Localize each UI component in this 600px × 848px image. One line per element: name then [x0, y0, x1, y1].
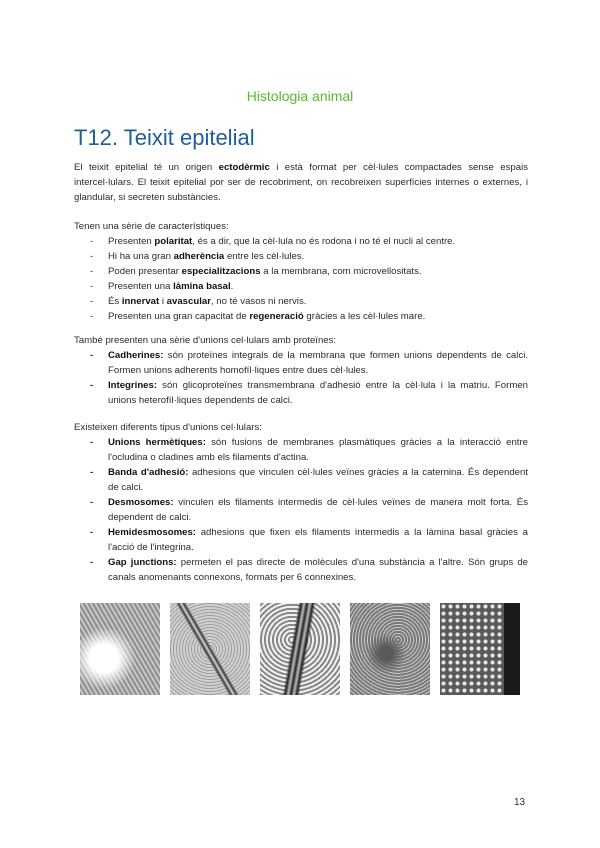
junctions-list	[74, 435, 528, 585]
micrograph-hemidesmosome	[350, 603, 430, 695]
page-number: 13	[514, 797, 526, 808]
list-item: - Cadherines: són proteïnes integrals de la membrana que formen unions dependents de calci. Formen unions adherents homofíl·liques entre dues cèl·lules.	[74, 348, 528, 378]
list-item: - Presenten una gran capacitat de regeneració gràcies a les cèl·lules mare.	[74, 309, 528, 324]
page-header-subject: Histologia animal	[246, 88, 354, 104]
proteins-list	[74, 348, 528, 408]
intro-text-2: i està format per cèl·lules compactades sense espais intercel·lulars. El teixit epitelial por ser de recobriment, on recobreixen superfícies internes o externes, i glandular, si secreten substàncies.	[74, 162, 528, 203]
micrograph-adhesion-belt	[170, 603, 250, 695]
proteins-label: També presenten una sèrie d'unions cel·lulars amb proteïnes:	[74, 335, 337, 346]
list-item: - Desmosomes: vinculen els filaments intermedis de cèl·lules veïnes de manera molt forta. És dependent de calci.	[74, 495, 528, 525]
intro-bold-1: ectodèrmic	[218, 162, 270, 173]
list-item: - Hemidesmosomes: adhesions que fixen els filaments intermedis a la làmina basal gràcies a l'acció de l'integrina.	[74, 525, 528, 555]
list-item: - Banda d'adhesió: adhesions que vinculen cèl·lules veïnes gràcies a la caternina. És dependent de calci.	[74, 465, 528, 495]
list-item: - Unions hermètiques: són fusions de membranes plasmàtiques gràcies a la interacció entre l'ocludina o cladines amb els filaments d'actina.	[74, 435, 528, 465]
page-title: T12. Teixit epitelial	[74, 125, 255, 150]
list-item: - Integrines: són glicoproteïnes transmembrana d'adhesió entre la cèl·lula i la matriu. Formen unions heterofíl·liques dependents de calci.	[74, 378, 528, 408]
intro-paragraph	[74, 160, 528, 205]
micrograph-gap-junction	[440, 603, 520, 695]
list-item: - Presenten una làmina basal.	[74, 279, 528, 294]
list-item: - Hi ha una gran adherència entre les cèl·lules.	[74, 249, 528, 264]
list-item: - Presenten polaritat, és a dir, que la cèl·lula no és rodona i no té el nucli al centre.	[74, 234, 528, 249]
characteristics-section	[74, 219, 528, 324]
intro-text-1: El teixit epitelial té un origen	[74, 162, 219, 173]
junctions-label: Existeixen diferents tipus d'unions cel·lulars:	[74, 422, 262, 433]
proteins-section	[74, 333, 528, 408]
junctions-section	[74, 420, 528, 585]
micrograph-tight-junction	[80, 603, 160, 695]
list-item: - És innervat i avascular, no té vasos ni nervis.	[74, 294, 528, 309]
list-item: - Poden presentar especialitzacions a la membrana, com microvellositats.	[74, 264, 528, 279]
list-item: - Gap junctions: permeten el pas directe de molècules d'una substància a l'altre. Són grups de canals anomenants connexons, formats per 6 connexines.	[74, 555, 528, 585]
micrograph-strip	[80, 603, 520, 695]
micrograph-desmosome	[260, 603, 340, 695]
characteristics-list	[74, 234, 528, 324]
characteristics-label: Tenen una sèrie de característiques:	[74, 221, 229, 232]
